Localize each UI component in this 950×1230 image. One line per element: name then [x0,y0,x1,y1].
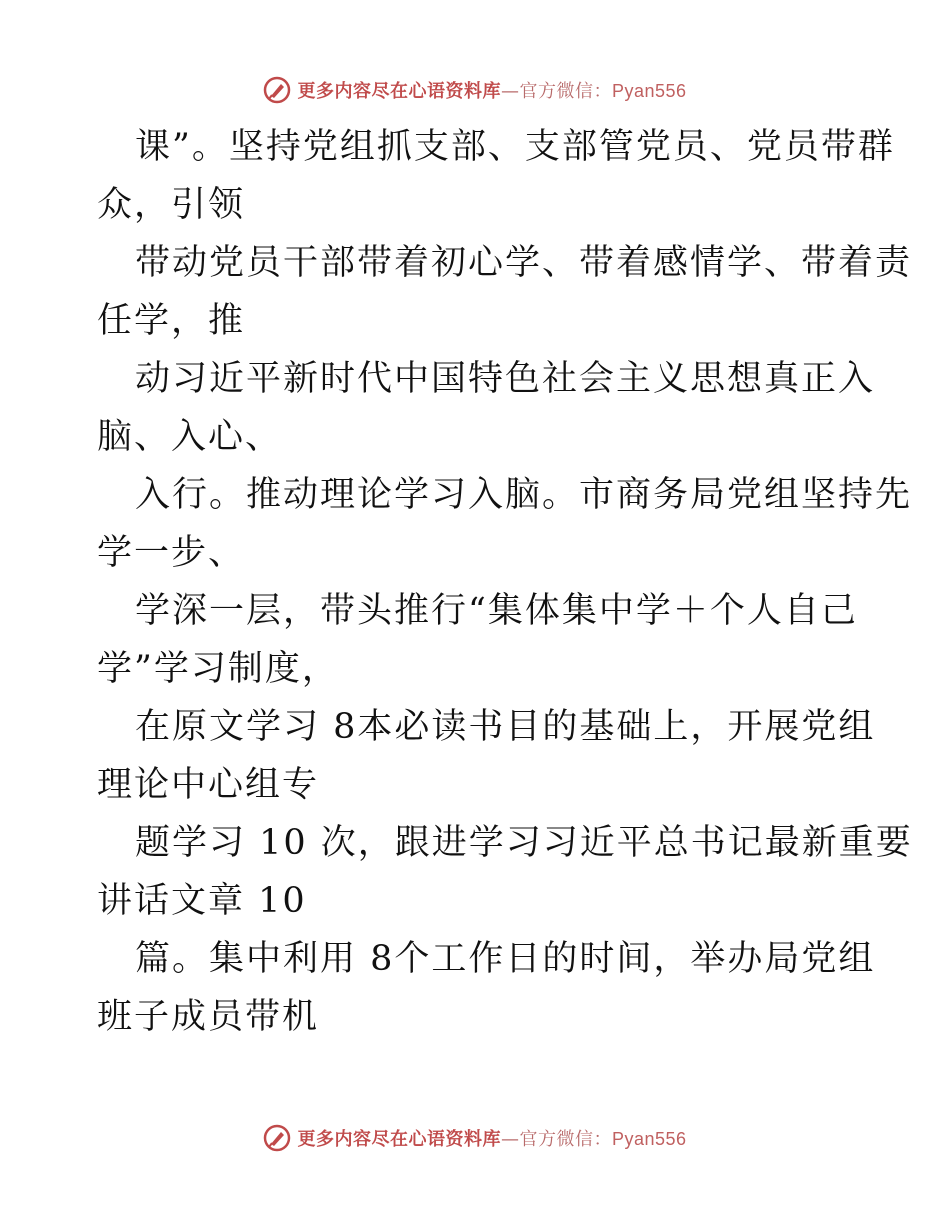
text-line: 任学，推 [97,301,246,341]
watermark-main: 更多内容尽在心语资料库 [297,1129,501,1150]
text-line: 题学习 10 次，跟进学习习近平总书记最新重要 [135,823,913,863]
text-line: 学”学习制度， [97,649,339,689]
text-line: 讲话文章 10 [97,881,307,921]
text-line: 动习近平新时代中国特色社会主义思想真正入 [135,359,876,399]
text-line: 篇。集中利用 8个工作日的时间，举办局党组 [135,939,876,979]
header-watermark [0,70,950,110]
watermark-text [297,1125,686,1151]
text-line: 带动党员干部带着初心学、带着感情学、带着责 [135,243,913,283]
text-line: 学深一层，带头推行“集体集中学＋个人自己 [135,591,858,631]
pen-logo-icon [263,1124,291,1152]
text-line: 众，引领 [97,185,246,225]
text-line: 在原文学习 8本必读书目的基础上，开展党组 [135,707,876,747]
watermark-dash: — [500,81,520,102]
text-line: 入行。推动理论学习入脑。市商务局党组坚持先 [135,475,913,515]
footer-watermark [0,1118,950,1158]
watermark-text [297,77,686,103]
text-line: 课”。坚持党组抓支部、支部管党员、党员带群 [135,127,895,167]
text-line: 学一步、 [97,533,246,573]
watermark-sub: 官方微信： [519,1129,612,1150]
pen-logo-icon [263,76,291,104]
watermark-main: 更多内容尽在心语资料库 [297,81,501,102]
document-body [97,118,913,1046]
text-line: 脑、入心、 [97,417,283,457]
watermark-id: Pyan556 [611,81,687,101]
text-line: 班子成员带机 [97,997,320,1037]
watermark-sub: 官方微信： [519,81,612,102]
watermark-id: Pyan556 [611,1129,687,1149]
text-line: 理论中心组专 [97,765,320,805]
watermark-dash: — [500,1129,520,1150]
